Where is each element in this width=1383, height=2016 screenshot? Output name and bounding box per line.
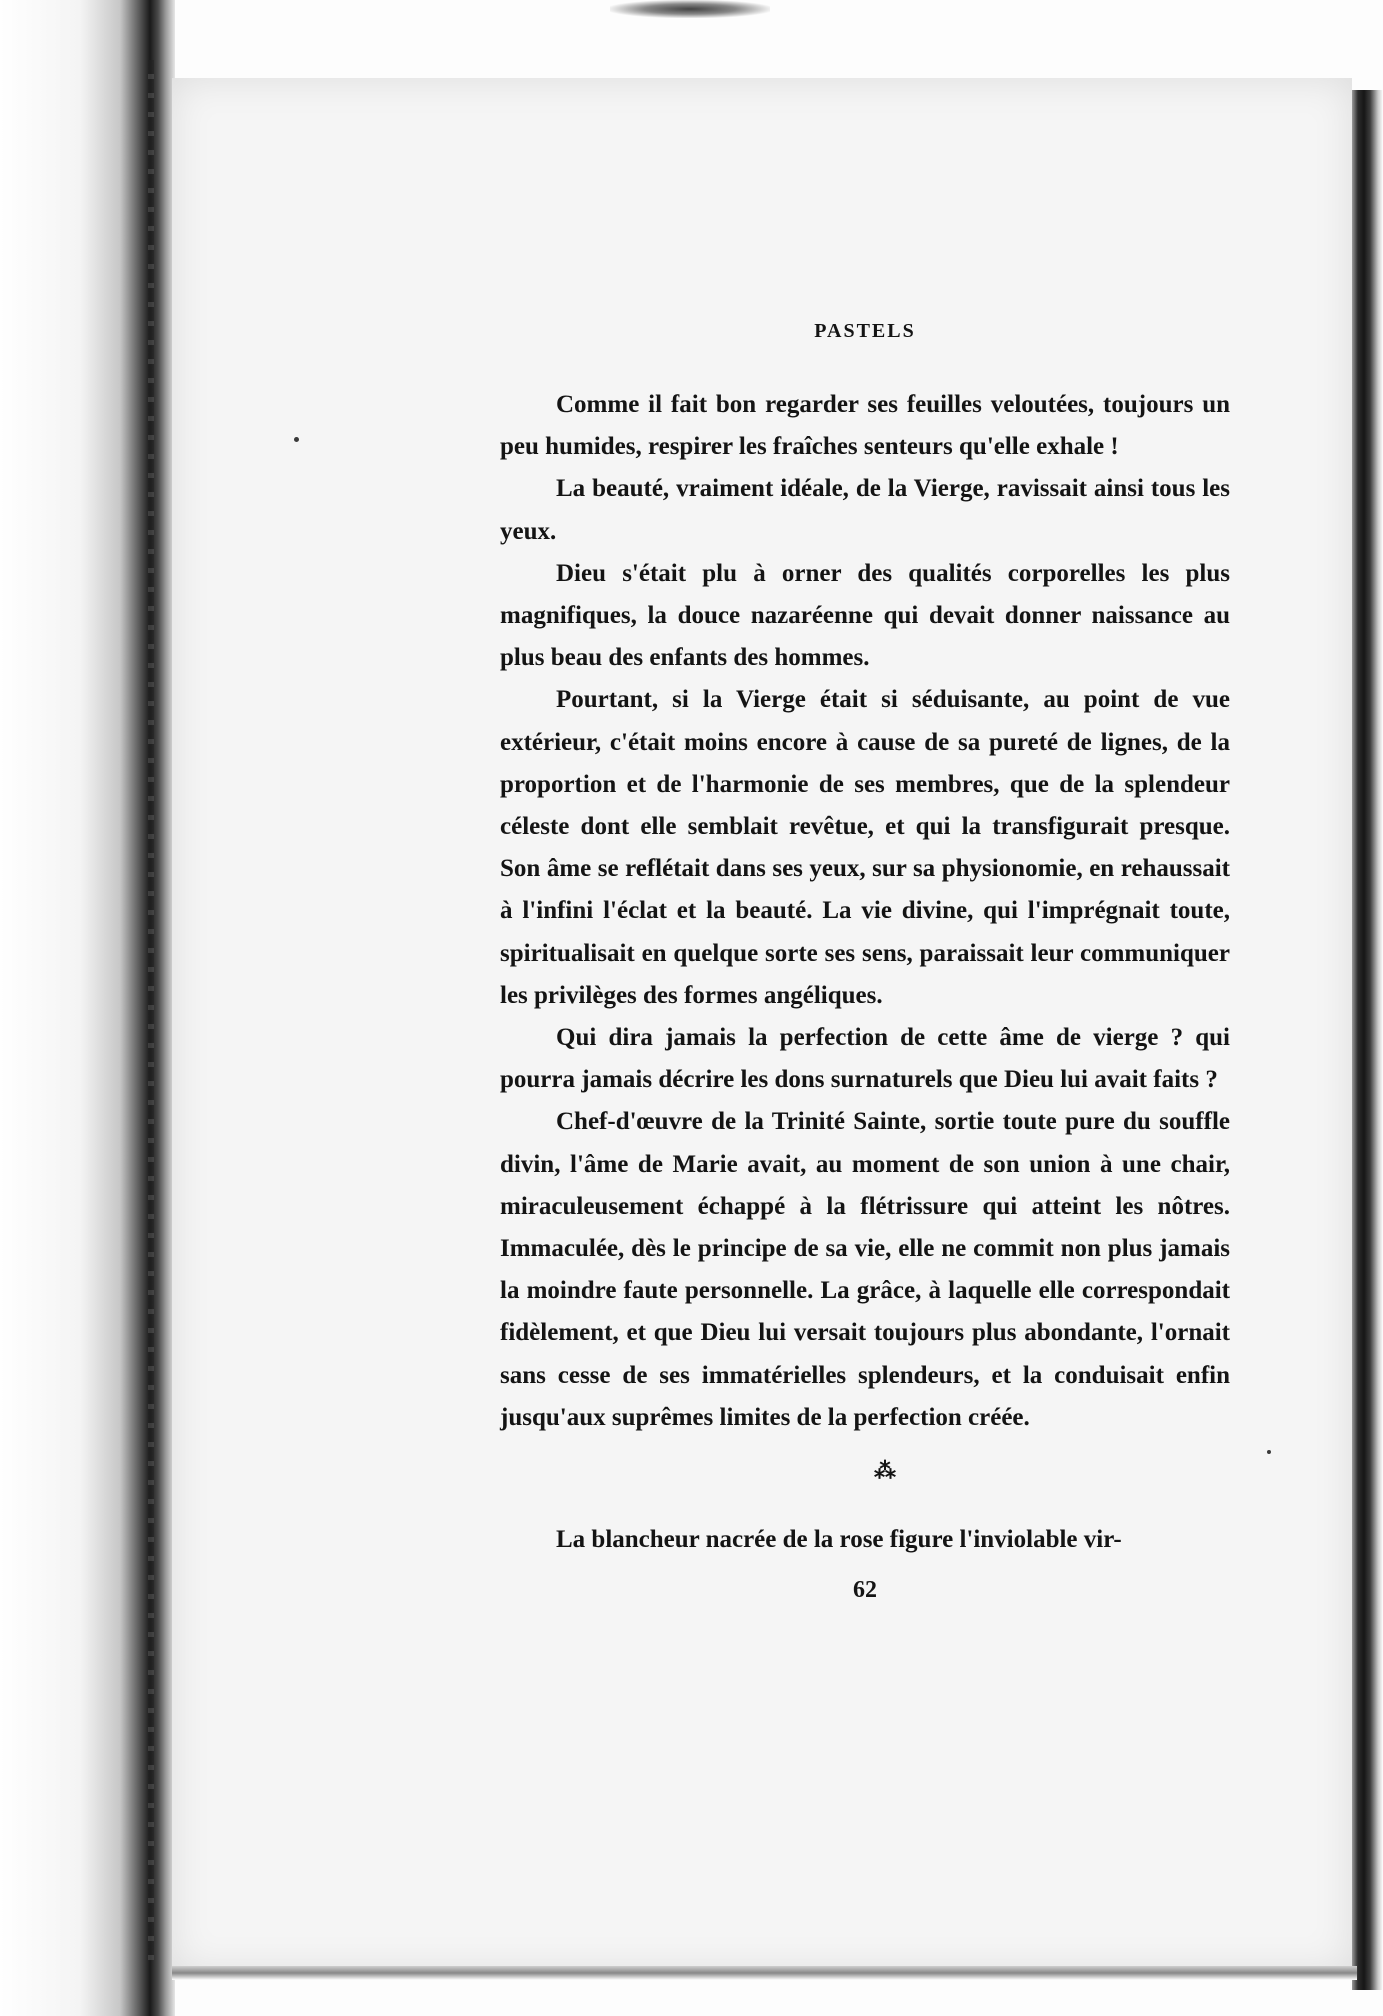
section-break-asterism: ⁂ (874, 1458, 896, 1484)
paragraph: La beauté, vraiment idéale, de la Vierge, ravissait ainsi tous les yeux. (500, 475, 1230, 545)
book-binding-shadow (0, 0, 175, 2016)
page-text (500, 320, 1230, 1604)
paragraph: Qui dira jamais la perfection de cette âme de vierge ? qui pourra jamais décrire les dons surnaturels que Dieu lui avait faits ? (500, 1024, 1230, 1094)
paragraph: Chef-d'œuvre de la Trinité Sainte, sortie toute pure du souffle divin, l'âme de Marie avait, au moment de son union à une chair, miraculeusement échappé à la flétrissure qui atteint les nôtres. Immaculée, dès le principe de sa vie, elle ne commit non plus jamais la moindre faute personnelle. La grâce, à laquelle elle correspondait fidèlement, et que Dieu lui versait toujours plus abondante, l'ornait sans cesse de ses immatérielles splendeurs, et la conduisait enfin jusqu'aux suprêmes limites de la perfection créée. (500, 1108, 1230, 1431)
page-number: 62 (853, 1577, 877, 1604)
page-edge-shadow (1352, 90, 1383, 1990)
ink-speck (294, 437, 299, 442)
scan-artifact (610, 0, 770, 18)
paragraph: Dieu s'était plu à orner des qualités corporelles les plus magnifiques, la douce nazaréenne qui devait donner naissance au plus beau des enfants des hommes. (500, 559, 1230, 672)
paragraph: Comme il fait bon regarder ses feuilles veloutées, toujours un peu humides, respirer les fraîches senteurs qu'elle exhale ! (500, 391, 1230, 461)
running-head: PASTELS (814, 320, 916, 342)
paragraph-continued: La blancheur nacrée de la rose figure l'inviolable vir- (556, 1526, 1122, 1554)
paragraph: Pourtant, si la Vierge était si séduisante, au point de vue extérieur, c'était moins encore à cause de sa pureté de lignes, de la proportion et de l'harmonie de ses membres, que de la splendeur céleste dont elle semblait revêtue, et qui la transfigurait presque. Son âme se reflétait dans ses yeux, sur sa physionomie, en rehaussait à l'infini l'éclat et la beauté. La vie divine, qui l'imprégnait toute, spiritualisait en quelque sorte ses sens, paraissait leur communiquer les privilèges des formes angéliques. (500, 686, 1230, 1009)
page-bottom-edge (172, 1966, 1357, 1980)
ink-speck (1267, 1450, 1271, 1454)
